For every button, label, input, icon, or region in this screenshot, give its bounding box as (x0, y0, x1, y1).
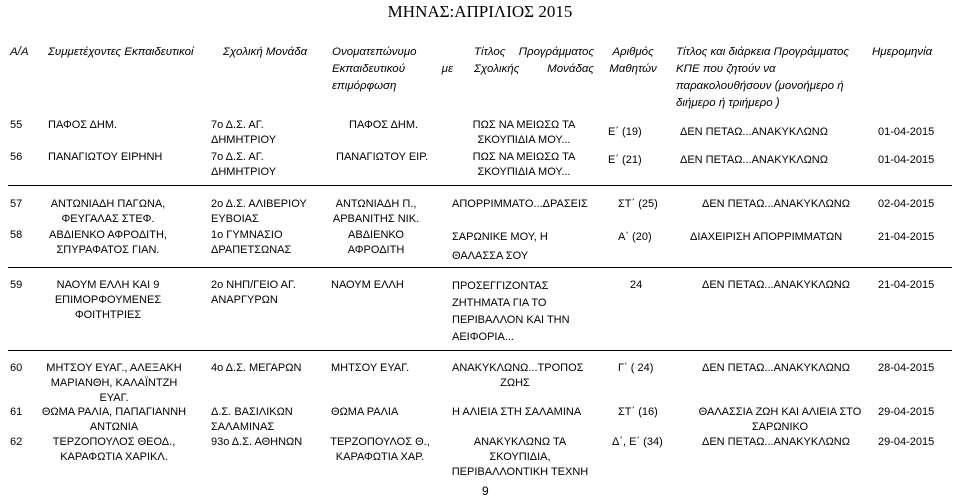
header-liaison: Ονοματεπώνυμο Εκπαιδευτικού με επιμόρφωση (332, 46, 453, 92)
row-61-school: Δ.Σ. ΒΑΣΙΛΙΚΩΝ ΣΑΛΑΜΙΝΑΣ (211, 406, 293, 433)
row-59-participants: ΝΑΟΥΜ ΕΛΛΗ ΚΑΙ 9 ΕΠΙΜΟΡΦΟΥΜΕΝΕΣ ΦΟΙΤΗΤΡΙΕΣ (54, 279, 162, 321)
row-58-date: 21-04-2015 (878, 231, 935, 243)
row-60-kpe: ΔΕΝ ΠΕΤΑΩ...ΑΝΑΚΥΚΛΩΝΩ (702, 362, 850, 374)
row-58-participants: ΑΒΔΙΕΝΚΟ ΑΦΡΟΔΙΤΗ, ΣΠΥΡΑΦΑΤΟΣ ΓΙΑΝ. (49, 229, 167, 256)
row-62-kpe: ΔΕΝ ΠΕΤΑΩ...ΑΝΑΚΥΚΛΩΝΩ (702, 436, 850, 448)
row-57-date: 02-04-2015 (878, 198, 935, 210)
row-55-kpe: ΔΕΝ ΠΕΤΑΩ...ΑΝΑΚΥΚΛΩΝΩ (680, 126, 828, 138)
row-57-aa: 57 (10, 198, 23, 210)
row-divider (8, 185, 952, 186)
header-kpe-program: Τίτλος και διάρκεια Προγράμματος ΚΠΕ που ζητούν να παρακολουθήσουν (μονοήμερο ή διήμερο ή τριήμερο ) (676, 46, 849, 109)
header-aa: Α/Α (10, 46, 29, 58)
row-60-school: 4ο Δ.Σ. ΜΕΓΑΡΩΝ (211, 362, 302, 374)
row-60-aa: 60 (10, 362, 23, 374)
row-61-date: 29-04-2015 (878, 406, 935, 418)
row-62-date: 29-04-2015 (878, 436, 935, 448)
row-56-school: 7ο Δ.Σ. ΑΓ. ΔΗΜΗΤΡΙΟΥ (211, 151, 277, 178)
row-55-participants: ΠΑΦΟΣ ΔΗΜ. (48, 119, 118, 131)
page-number: 9 (482, 484, 489, 498)
row-60-students: Γ΄ ( 24) (618, 362, 654, 374)
row-55-students: Ε΄ (19) (608, 126, 642, 138)
header-program-title: Τίτλος Προγράμματος Σχολικής Μονάδας (474, 46, 594, 75)
row-60-program: ΑΝΑΚΥΚΛΩΝΩ...ΤΡΟΠΟΣ ΖΩΗΣ (452, 362, 584, 389)
row-55-school: 7ο Δ.Σ. ΑΓ. ΔΗΜΗΤΡΙΟΥ (211, 119, 277, 146)
header-date: Ημερομηνία (872, 46, 933, 58)
header-school: Σχολική Μονάδα (223, 46, 308, 58)
row-58-students: Α΄ (20) (618, 231, 652, 243)
row-59-kpe: ΔΕΝ ΠΕΤΑΩ...ΑΝΑΚΥΚΛΩΝΩ (702, 279, 850, 291)
row-divider (8, 350, 952, 351)
row-59-students: 24 (630, 279, 643, 291)
row-61-students: ΣΤ΄ (16) (618, 406, 658, 418)
row-56-date: 01-04-2015 (878, 154, 935, 166)
row-55-aa: 55 (10, 119, 23, 131)
row-57-students: ΣΤ΄ (25) (618, 198, 658, 210)
page-title: ΜΗΝΑΣ:ΑΠΡΙΛΙΟΣ 2015 (387, 2, 573, 21)
row-58-program: ΣΑΡΩΝΙΚΕ ΜΟΥ, Η ΘΑΛΑΣΣΑ ΣΟΥ (452, 231, 548, 262)
row-55-date: 01-04-2015 (878, 126, 935, 138)
row-56-aa: 56 (10, 151, 23, 163)
row-55-program: ΠΩΣ ΝΑ ΜΕΙΩΣΩ ΤΑ ΣΚΟΥΠΙΔΙΑ ΜΟΥ... (472, 119, 576, 146)
row-59-liaison: ΝΑΟΥΜ ΕΛΛΗ (331, 279, 404, 291)
row-56-participants: ΠΑΝΑΓΙΩΤΟΥ ΕΙΡΗΝΗ (48, 151, 163, 163)
row-56-liaison: ΠΑΝΑΓΙΩΤΟΥ ΕΙΡ. (336, 151, 429, 163)
header-participants: Συμμετέχοντες Εκπαιδευτικοί (48, 46, 194, 58)
row-57-liaison: ΑΝΤΩΝΙΑΔΗ Π., ΑΡΒΑΝΙΤΗΣ ΝΙΚ. (332, 198, 420, 225)
row-61-kpe: ΘΑΛΑΣΣΙΑ ΖΩΗ ΚΑΙ ΑΛΙΕΙΑ ΣΤΟ ΣΑΡΩΝΙΚΟ (698, 406, 862, 433)
row-divider (8, 267, 952, 268)
row-59-aa: 59 (10, 279, 23, 291)
row-62-students: Δ΄, Ε΄ (34) (612, 436, 663, 448)
row-59-school: 2ο ΝΗΠ/ΓΕΙΟ ΑΓ. ΑΝΑΡΓΥΡΩΝ (211, 279, 296, 306)
row-61-liaison: ΘΩΜΑ ΡΑΛΙΑ (331, 406, 399, 418)
row-62-liaison: ΤΕΡΖΟΠΟΥΛΟΣ Θ., ΚΑΡΑΦΩΤΙΑ ΧΑΡ. (330, 436, 430, 463)
row-61-participants: ΘΩΜΑ ΡΑΛΙΑ, ΠΑΠΑΓΙΑΝΝΗ ΑΝΤΩΝΙΑ (41, 406, 187, 433)
row-62-participants: ΤΕΡΖΟΠΟΥΛΟΣ ΘΕΟΔ., ΚΑΡΑΦΩΤΙΑ ΧΑΡΙΚΛ. (52, 436, 176, 463)
row-58-liaison: ΑΒΔΙΕΝΚΟ ΑΦΡΟΔΙΤΗ (347, 229, 405, 256)
header-students: Αριθμός Μαθητών (609, 46, 657, 75)
row-55-liaison: ΠΑΦΟΣ ΔΗΜ. (349, 119, 419, 131)
row-59-date: 21-04-2015 (878, 279, 935, 291)
row-60-participants: ΜΗΤΣΟΥ ΕΥΑΓ., ΑΛΕΞΑΚΗ ΜΑΡΙΑΝΘΗ, ΚΑΛΑΪΝΤΖΗ ΕΥΑΓ. (46, 362, 182, 404)
row-59-program: ΠΡΟΣΕΓΓΙΖΟΝΤΑΣ ΖΗΤΗΜΑΤΑ ΓΙΑ ΤΟ ΠΕΡΙΒΑΛΛΟΝ ΚΑΙ ΤΗΝ ΑΕΙΦΟΡΙΑ... (452, 280, 570, 343)
row-61-program: Η ΑΛΙΕΙΑ ΣΤΗ ΣΑΛΑΜΙΝΑ (452, 406, 582, 418)
row-62-school: 93ο Δ.Σ. ΑΘΗΝΩΝ (211, 436, 303, 448)
row-56-kpe: ΔΕΝ ΠΕΤΑΩ...ΑΝΑΚΥΚΛΩΝΩ (680, 154, 828, 166)
row-58-school: 1ο ΓΥΜΝΑΣΙΟ ΔΡΑΠΕΤΣΩΝΑΣ (211, 229, 292, 256)
row-60-liaison: ΜΗΤΣΟΥ ΕΥΑΓ. (331, 362, 410, 374)
row-57-kpe: ΔΕΝ ΠΕΤΑΩ...ΑΝΑΚΥΚΛΩΝΩ (702, 198, 850, 210)
row-60-date: 28-04-2015 (878, 362, 935, 374)
row-62-program: ΑΝΑΚΥΚΛΩΝΩ ΤΑ ΣΚΟΥΠΙΔΙΑ, ΠΕΡΙΒΑΛΛΟΝΤΙΚΗ ΤΕΧΝΗ (451, 436, 589, 478)
row-56-program: ΠΩΣ ΝΑ ΜΕΙΩΣΩ ΤΑ ΣΚΟΥΠΙΔΙΑ ΜΟΥ... (472, 151, 576, 178)
row-57-participants: ΑΝΤΩΝΙΑΔΗ ΠΑΓΩΝΑ, ΦΕΥΓΑΛΑΣ ΣΤΕΦ. (50, 198, 166, 225)
row-62-aa: 62 (10, 436, 23, 448)
row-58-kpe: ΔΙΑΧΕΙΡΙΣΗ ΑΠΟΡΡΙΜΜΑΤΩΝ (690, 231, 843, 243)
row-61-aa: 61 (10, 406, 23, 418)
row-58-aa: 58 (10, 229, 23, 241)
row-56-students: Ε΄ (21) (608, 154, 642, 166)
row-57-program: ΑΠΟΡΡΙΜΜΑΤΟ...ΔΡΑΣΕΙΣ (452, 198, 588, 210)
row-57-school: 2ο Δ.Σ. ΑΛΙΒΕΡΙΟΥ ΕΥΒΟΙΑΣ (211, 198, 307, 225)
